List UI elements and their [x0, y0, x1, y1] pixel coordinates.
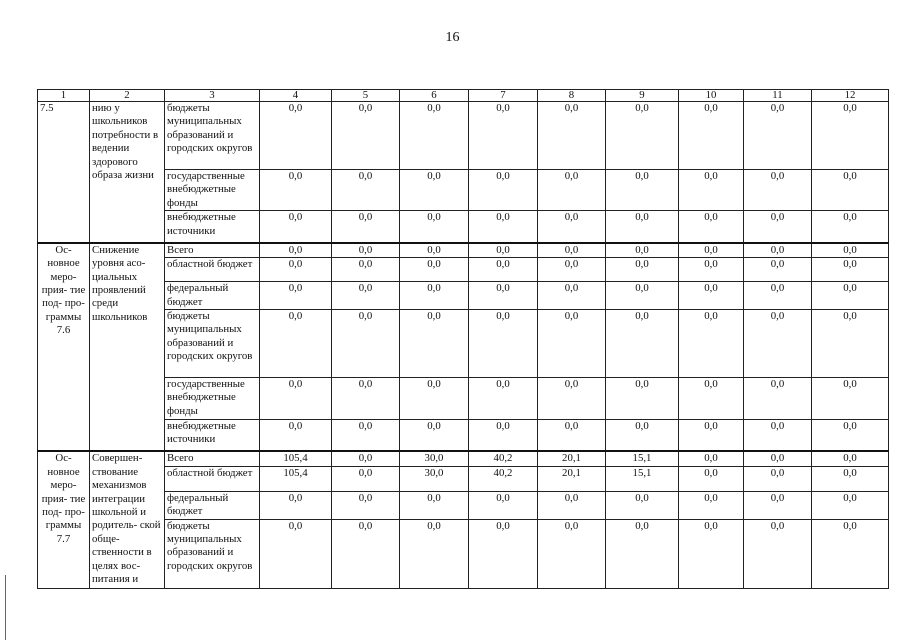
- amount-cell: 0,0: [332, 309, 400, 377]
- amount-cell: 0,0: [469, 519, 538, 588]
- amount-cell: 15,1: [606, 466, 679, 491]
- amount-cell: 0,0: [812, 102, 889, 170]
- amount-cell: 0,0: [679, 309, 744, 377]
- amount-cell: 0,0: [606, 243, 679, 258]
- amount-cell: 0,0: [400, 377, 469, 419]
- amount-cell: 0,0: [679, 419, 744, 451]
- amount-cell: 0,0: [606, 419, 679, 451]
- amount-cell: 0,0: [744, 258, 812, 282]
- funding-source-cell: федеральный бюджет: [165, 282, 260, 310]
- amount-cell: 0,0: [332, 466, 400, 491]
- amount-cell: 0,0: [606, 491, 679, 519]
- budget-table: [37, 89, 889, 589]
- amount-cell: 0,0: [400, 491, 469, 519]
- amount-cell: 0,0: [812, 491, 889, 519]
- amount-cell: 0,0: [538, 170, 606, 211]
- amount-cell: 0,0: [400, 419, 469, 451]
- amount-cell: 40,2: [469, 466, 538, 491]
- amount-cell: 0,0: [679, 466, 744, 491]
- amount-cell: 0,0: [260, 102, 332, 170]
- amount-cell: 0,0: [332, 243, 400, 258]
- amount-cell: 0,0: [400, 309, 469, 377]
- table-row: [38, 282, 889, 310]
- amount-cell: 0,0: [400, 102, 469, 170]
- amount-cell: 0,0: [469, 419, 538, 451]
- funding-source-cell: внебюджетные источники: [165, 419, 260, 451]
- amount-cell: 0,0: [744, 309, 812, 377]
- amount-cell: 0,0: [260, 282, 332, 310]
- header-row: [38, 90, 889, 102]
- measure-code-cell: 7.5: [38, 102, 90, 243]
- amount-cell: 0,0: [469, 102, 538, 170]
- amount-cell: 0,0: [469, 258, 538, 282]
- amount-cell: 0,0: [679, 211, 744, 243]
- amount-cell: 0,0: [679, 258, 744, 282]
- column-header: 4: [260, 90, 332, 102]
- amount-cell: 0,0: [812, 282, 889, 310]
- amount-cell: 0,0: [744, 282, 812, 310]
- amount-cell: 0,0: [538, 309, 606, 377]
- amount-cell: 0,0: [332, 419, 400, 451]
- amount-cell: 0,0: [606, 519, 679, 588]
- amount-cell: 0,0: [606, 282, 679, 310]
- amount-cell: 0,0: [469, 243, 538, 258]
- table-row: [38, 491, 889, 519]
- amount-cell: 0,0: [812, 309, 889, 377]
- table-body: [38, 90, 889, 589]
- funding-source-cell: внебюджетные источники: [165, 211, 260, 243]
- amount-cell: 0,0: [606, 170, 679, 211]
- amount-cell: 0,0: [469, 491, 538, 519]
- amount-cell: 0,0: [679, 451, 744, 466]
- amount-cell: 0,0: [679, 243, 744, 258]
- amount-cell: 0,0: [606, 211, 679, 243]
- column-header: 7: [469, 90, 538, 102]
- amount-cell: 30,0: [400, 451, 469, 466]
- amount-cell: 0,0: [538, 102, 606, 170]
- amount-cell: 0,0: [260, 258, 332, 282]
- amount-cell: 0,0: [812, 243, 889, 258]
- amount-cell: 0,0: [812, 377, 889, 419]
- table-row: [38, 102, 889, 170]
- amount-cell: 40,2: [469, 451, 538, 466]
- amount-cell: 0,0: [679, 102, 744, 170]
- amount-cell: 20,1: [538, 451, 606, 466]
- column-header: 1: [38, 90, 90, 102]
- funding-source-cell: бюджеты муниципальных образований и городских округов: [165, 309, 260, 377]
- funding-source-cell: бюджеты муниципальных образований и городских округов: [165, 519, 260, 588]
- amount-cell: 0,0: [538, 243, 606, 258]
- amount-cell: 0,0: [332, 258, 400, 282]
- column-header: 9: [606, 90, 679, 102]
- amount-cell: 0,0: [812, 451, 889, 466]
- amount-cell: 0,0: [538, 377, 606, 419]
- amount-cell: 0,0: [744, 170, 812, 211]
- table-row: [38, 466, 889, 491]
- table-row: [38, 519, 889, 588]
- funding-source-cell: государственные внебюджетные фонды: [165, 170, 260, 211]
- amount-cell: 0,0: [606, 309, 679, 377]
- amount-cell: 0,0: [538, 519, 606, 588]
- amount-cell: 0,0: [469, 309, 538, 377]
- amount-cell: 105,4: [260, 451, 332, 466]
- table-row: [38, 211, 889, 243]
- column-header: 10: [679, 90, 744, 102]
- amount-cell: 0,0: [812, 258, 889, 282]
- amount-cell: 0,0: [332, 102, 400, 170]
- amount-cell: 0,0: [812, 170, 889, 211]
- amount-cell: 0,0: [606, 102, 679, 170]
- amount-cell: 0,0: [332, 519, 400, 588]
- amount-cell: 0,0: [400, 243, 469, 258]
- amount-cell: 0,0: [538, 211, 606, 243]
- table-row: [38, 377, 889, 419]
- funding-source-cell: областной бюджет: [165, 466, 260, 491]
- table-row: [38, 243, 889, 258]
- amount-cell: 0,0: [332, 170, 400, 211]
- column-header: 5: [332, 90, 400, 102]
- amount-cell: 105,4: [260, 466, 332, 491]
- amount-cell: 0,0: [606, 377, 679, 419]
- measure-name-cell: Совершен- ствование механизмов интеграции школьной и родитель- ской обще- ственности в целях вос- питания и: [90, 451, 165, 588]
- amount-cell: 0,0: [260, 377, 332, 419]
- scan-margin-line: [5, 575, 6, 640]
- amount-cell: 0,0: [744, 102, 812, 170]
- amount-cell: 0,0: [679, 170, 744, 211]
- measure-name-cell: Снижение уровня асо- циальных проявлений среди школьников: [90, 243, 165, 452]
- amount-cell: 0,0: [744, 519, 812, 588]
- amount-cell: 0,0: [744, 451, 812, 466]
- amount-cell: 0,0: [538, 491, 606, 519]
- amount-cell: 0,0: [260, 243, 332, 258]
- amount-cell: 0,0: [469, 211, 538, 243]
- amount-cell: 0,0: [332, 282, 400, 310]
- amount-cell: 0,0: [812, 519, 889, 588]
- page-number: 16: [445, 30, 460, 45]
- funding-source-cell: областной бюджет: [165, 258, 260, 282]
- amount-cell: 0,0: [744, 377, 812, 419]
- amount-cell: 30,0: [400, 466, 469, 491]
- table-row: [38, 419, 889, 451]
- amount-cell: 0,0: [812, 211, 889, 243]
- amount-cell: 0,0: [744, 491, 812, 519]
- amount-cell: 0,0: [400, 282, 469, 310]
- column-header: 6: [400, 90, 469, 102]
- funding-source-cell: бюджеты муниципальных образований и городских округов: [165, 102, 260, 170]
- table-row: [38, 258, 889, 282]
- amount-cell: 0,0: [400, 211, 469, 243]
- amount-cell: 0,0: [332, 491, 400, 519]
- amount-cell: 0,0: [332, 211, 400, 243]
- amount-cell: 20,1: [538, 466, 606, 491]
- column-header: 8: [538, 90, 606, 102]
- amount-cell: 0,0: [812, 419, 889, 451]
- amount-cell: 0,0: [260, 170, 332, 211]
- column-header: 12: [812, 90, 889, 102]
- amount-cell: 0,0: [260, 519, 332, 588]
- amount-cell: 0,0: [744, 419, 812, 451]
- table-row: [38, 170, 889, 211]
- amount-cell: 15,1: [606, 451, 679, 466]
- amount-cell: 0,0: [679, 519, 744, 588]
- amount-cell: 0,0: [260, 419, 332, 451]
- funding-source-cell: Всего: [165, 243, 260, 258]
- funding-source-cell: Всего: [165, 451, 260, 466]
- amount-cell: 0,0: [679, 491, 744, 519]
- amount-cell: 0,0: [744, 243, 812, 258]
- amount-cell: 0,0: [679, 282, 744, 310]
- amount-cell: 0,0: [260, 211, 332, 243]
- amount-cell: 0,0: [260, 309, 332, 377]
- amount-cell: 0,0: [744, 466, 812, 491]
- amount-cell: 0,0: [332, 377, 400, 419]
- amount-cell: 0,0: [538, 258, 606, 282]
- amount-cell: 0,0: [332, 451, 400, 466]
- funding-source-cell: федеральный бюджет: [165, 491, 260, 519]
- amount-cell: 0,0: [469, 377, 538, 419]
- measure-name-cell: нию у школьников потребности в ведении здорового образа жизни: [90, 102, 165, 243]
- table-row: [38, 309, 889, 377]
- amount-cell: 0,0: [744, 211, 812, 243]
- amount-cell: 0,0: [538, 419, 606, 451]
- column-header: 3: [165, 90, 260, 102]
- amount-cell: 0,0: [606, 258, 679, 282]
- amount-cell: 0,0: [400, 519, 469, 588]
- measure-code-cell: Ос- новное меро- прия- тие под- про- граммы 7.6: [38, 243, 90, 452]
- measure-code-cell: Ос- новное меро- прия- тие под- про- граммы 7.7: [38, 451, 90, 588]
- column-header: 2: [90, 90, 165, 102]
- amount-cell: 0,0: [400, 170, 469, 211]
- amount-cell: 0,0: [679, 377, 744, 419]
- amount-cell: 0,0: [469, 282, 538, 310]
- column-header: 11: [744, 90, 812, 102]
- funding-source-cell: государственные внебюджетные фонды: [165, 377, 260, 419]
- table-row: [38, 451, 889, 466]
- amount-cell: 0,0: [260, 491, 332, 519]
- amount-cell: 0,0: [812, 466, 889, 491]
- amount-cell: 0,0: [538, 282, 606, 310]
- amount-cell: 0,0: [400, 258, 469, 282]
- amount-cell: 0,0: [469, 170, 538, 211]
